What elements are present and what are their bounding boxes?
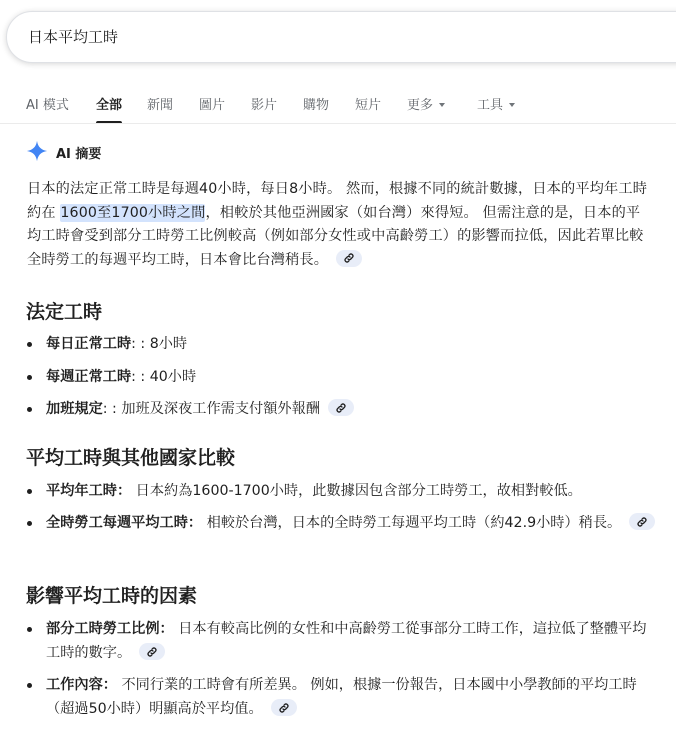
- list-item: [26, 511, 660, 535]
- tab-shopping[interactable]: 購物: [303, 98, 330, 113]
- tab-news[interactable]: 新聞: [147, 98, 174, 113]
- item-label: 加班規定: [46, 401, 103, 417]
- list-item: [26, 673, 660, 721]
- link-icon: [335, 402, 347, 414]
- list-item: [26, 617, 660, 665]
- item-text: : : 8小時: [131, 336, 188, 352]
- link-icon: [278, 702, 290, 714]
- item-label: 每日正常工時: [46, 336, 132, 352]
- tab-all-label: 全部: [96, 98, 123, 113]
- list-item: [26, 332, 660, 356]
- tab-ai-mode[interactable]: AI 模式: [26, 98, 69, 113]
- bullet: [27, 407, 32, 412]
- chevron-down-icon: [439, 103, 445, 107]
- tab-more[interactable]: [407, 94, 445, 113]
- item-label: 平均年工時：: [46, 483, 132, 499]
- tab-all[interactable]: [96, 94, 122, 113]
- item-label: 工作內容：: [46, 677, 117, 693]
- search-tabs: [0, 90, 676, 124]
- tabs-divider: [0, 123, 676, 124]
- section-heading: 法定工時: [26, 301, 103, 323]
- summary-text-1: 日本的法定正常工時是每週40小時，每日8小時。 然而，根據不同的統計數據，日本的平均年工時約在: [27, 181, 648, 221]
- list-item: [26, 365, 660, 389]
- summary-highlight: 1600至1700小時之間: [60, 204, 206, 221]
- bullet: [27, 342, 32, 347]
- search-input[interactable]: 日本平均工時: [28, 28, 119, 46]
- tab-videos[interactable]: 影片: [251, 98, 278, 113]
- item-label: 部分工時勞工比例：: [46, 621, 174, 637]
- tab-images[interactable]: 圖片: [199, 98, 226, 113]
- item-text: : : 40小時: [131, 369, 197, 385]
- item-text: : : 加班及深夜工作需支付額外報酬: [102, 401, 320, 417]
- search-box[interactable]: [6, 11, 676, 63]
- bullet: [27, 375, 32, 380]
- item-label: 全時勞工每週平均工時：: [46, 515, 203, 531]
- item-label: 每週正常工時: [46, 369, 132, 385]
- link-icon: [636, 516, 648, 528]
- item-text: 不同行業的工時會有所差異。 例如，根據一份報告，日本國中小學教師的平均工時（超過50小時）明顯高於平均值。: [46, 677, 637, 717]
- bullet: [27, 627, 32, 632]
- list-item: [26, 397, 660, 421]
- tab-more-label: 更多: [407, 98, 434, 113]
- ai-overview-label: AI 摘要: [56, 147, 102, 162]
- ai-summary-paragraph: [27, 178, 653, 272]
- tab-tools[interactable]: [477, 94, 515, 113]
- item-text: 相較於台灣，日本的全時勞工每週平均工時（約42.9小時）稍長。: [202, 515, 622, 531]
- source-link-button[interactable]: [328, 399, 354, 416]
- list-item: [26, 479, 660, 503]
- link-icon: [146, 646, 158, 658]
- source-link-button[interactable]: [629, 513, 655, 530]
- source-link-button[interactable]: [336, 250, 362, 267]
- tab-shorts[interactable]: 短片: [355, 98, 382, 113]
- source-link-button[interactable]: [139, 643, 165, 660]
- bullet: [27, 489, 32, 494]
- item-text: 日本約為1600-1700小時，此數據因包含部分工時勞工，故相對較低。: [131, 483, 582, 499]
- bullet: [27, 521, 32, 526]
- chevron-down-icon: [509, 103, 515, 107]
- bullet: [27, 683, 32, 688]
- item-text: 日本有較高比例的女性和中高齡勞工從事部分工時工作，這拉低了整體平均工時的數字。: [46, 621, 647, 661]
- summary-text-2: ，相較於其他亞洲國家（如台灣）來得短。 但需注意的是，日本的平均工時會受到部分工時勞工比例較高（例如部分女性或中高齡勞工）的影響而拉低，因此若單比較全時勞工的每週平均工時，日本會比台灣稍長。: [27, 204, 644, 268]
- section-heading: 平均工時與其他國家比較: [26, 447, 236, 469]
- section-heading: 影響平均工時的因素: [26, 585, 198, 607]
- link-icon: [343, 252, 355, 264]
- ai-sparkle-icon: [26, 140, 48, 162]
- source-link-button[interactable]: [271, 699, 297, 716]
- tab-tools-label: 工具: [477, 98, 504, 113]
